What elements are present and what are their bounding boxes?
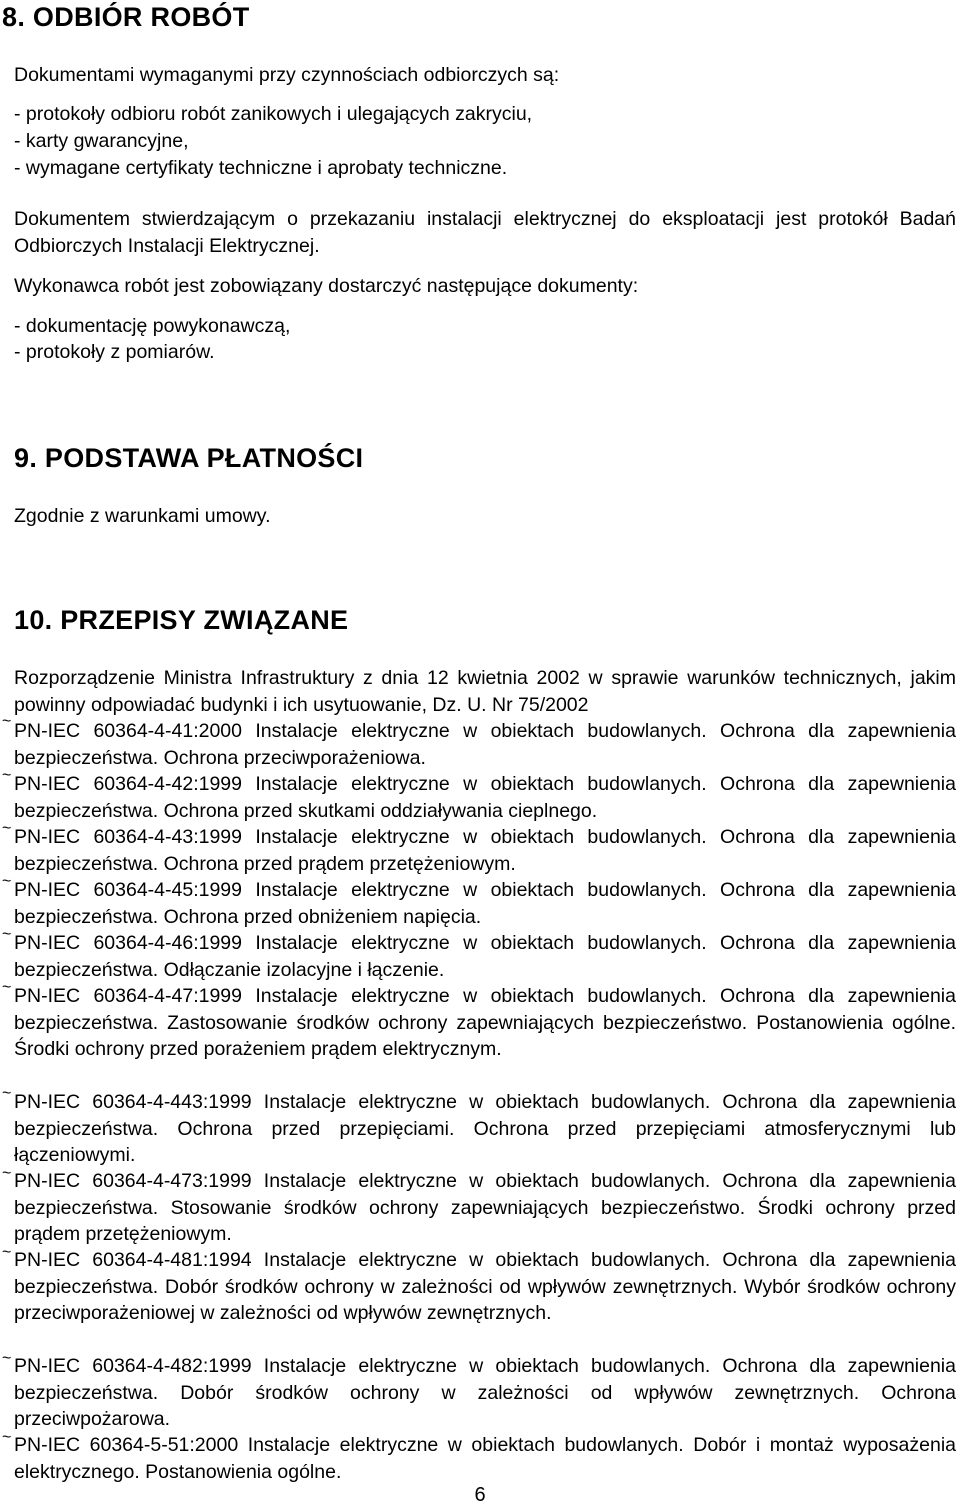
section-10-intro: Rozporządzenie Ministra Infrastruktury z dnia 12 kwietnia 2002 w sprawie warunków technicznych, jakim powinny odpowiadać budynki i ich usytuowanie, Dz. U. Nr 75/2002 <box>14 667 956 716</box>
section-8-heading: 8. ODBIÓR ROBÓT <box>2 2 250 32</box>
section-8-intro: Dokumentami wymaganymi przy czynnościach odbiorczych są: <box>14 64 560 86</box>
tilde-bullet-icon: ~ <box>2 713 12 730</box>
list-item: - protokoły odbioru robót zanikowych i ulegających zakryciu, <box>14 103 533 125</box>
section-10-heading: 10. PRZEPISY ZWIĄZANE <box>14 605 349 635</box>
section-8-contractor-text: Wykonawca robót jest zobowiązany dostarczyć następujące dokumenty: <box>14 275 639 297</box>
list-item: - protokoły z pomiarów. <box>14 341 215 363</box>
tilde-bullet-icon: ~ <box>2 1350 12 1367</box>
list-item: PN-IEC 60364-4-443:1999 Instalacje elektryczne w obiektach budowlanych. Ochrona dla zapewnienia bezpieczeństwa. Ochrona przed przepięciami. Ochrona przed przepięciami atmosferycznymi lub łączeniowymi. <box>14 1091 956 1166</box>
list-item: PN-IEC 60364-4-45:1999 Instalacje elektryczne w obiektach budowlanych. Ochrona dla zapewnienia bezpieczeństwa. Ochrona przed obniżeniem napięcia. <box>14 879 956 928</box>
page-number: 6 <box>474 1484 486 1506</box>
list-item: PN-IEC 60364-4-43:1999 Instalacje elektryczne w obiektach budowlanych. Ochrona dla zapewnienia bezpieczeństwa. Ochrona przed prądem przetężeniowym. <box>14 826 956 875</box>
tilde-bullet-icon: ~ <box>2 820 12 837</box>
list-item: PN-IEC 60364-4-482:1999 Instalacje elektryczne w obiektach budowlanych. Ochrona dla zapewnienia bezpieczeństwa. Dobór środków ochrony w zależności od wpływów zewnętrznych. Ochrona przeciwpożarowa. <box>14 1355 956 1430</box>
section-8-paragraph: Dokumentem stwierdzającym o przekazaniu instalacji elektrycznej do eksploatacji jest protokół Badań Odbiorczych Instalacji Elektrycznej. <box>14 208 956 257</box>
tilde-bullet-icon: ~ <box>2 1085 12 1102</box>
list-item: PN-IEC 60364-4-42:1999 Instalacje elektryczne w obiektach budowlanych. Ochrona dla zapewnienia bezpieczeństwa. Ochrona przed skutkami oddziaływania cieplnego. <box>14 773 956 822</box>
list-item: PN-IEC 60364-4-473:1999 Instalacje elektryczne w obiektach budowlanych. Ochrona dla zapewnienia bezpieczeństwa. Stosowanie środków ochrony zapewniających bezpieczeństwo. Środki ochrony przed prądem przetężeniowym. <box>14 1170 956 1245</box>
tilde-bullet-icon: ~ <box>2 979 12 996</box>
tilde-bullet-icon: ~ <box>2 926 12 943</box>
list-item: PN-IEC 60364-4-41:2000 Instalacje elektryczne w obiektach budowlanych. Ochrona dla zapewnienia bezpieczeństwa. Ochrona przeciwporażeniowa. <box>14 720 956 769</box>
tilde-bullet-icon: ~ <box>2 767 12 784</box>
tilde-bullet-icon: ~ <box>2 873 12 890</box>
tilde-bullet-icon: ~ <box>2 1429 12 1446</box>
list-item: - karty gwarancyjne, <box>14 130 189 152</box>
list-item: - wymagane certyfikaty techniczne i aprobaty techniczne. <box>14 157 508 179</box>
list-item: PN-IEC 60364-4-46:1999 Instalacje elektryczne w obiektach budowlanych. Ochrona dla zapewnienia bezpieczeństwa. Odłączanie izolacyjne i łączenie. <box>14 932 956 981</box>
tilde-bullet-icon: ~ <box>2 1165 12 1182</box>
list-item: PN-IEC 60364-4-481:1994 Instalacje elektryczne w obiektach budowlanych. Ochrona dla zapewnienia bezpieczeństwa. Dobór środków ochrony w zależności od wpływów zewnętrznych. Wybór środków ochrony przeciwporażeniowej w zależności od wpływów zewnętrznych. <box>14 1249 956 1324</box>
list-item: PN-IEC 60364-5-51:2000 Instalacje elektryczne w obiektach budowlanych. Dobór i montaż wyposażenia elektrycznego. Postanowienia ogólne. <box>14 1434 956 1483</box>
section-9-text: Zgodnie z warunkami umowy. <box>14 505 271 527</box>
list-item: PN-IEC 60364-4-47:1999 Instalacje elektryczne w obiektach budowlanych. Ochrona dla zapewnienia bezpieczeństwa. Zastosowanie środków ochrony zapewniających bezpieczeństwo. Postanowienia ogólne. Środki ochrony przed porażeniem prądem elektrycznym. <box>14 985 956 1060</box>
list-item: - dokumentację powykonawczą, <box>14 315 291 337</box>
section-9-heading: 9. PODSTAWA PŁATNOŚCI <box>14 443 364 473</box>
tilde-bullet-icon: ~ <box>2 1244 12 1261</box>
